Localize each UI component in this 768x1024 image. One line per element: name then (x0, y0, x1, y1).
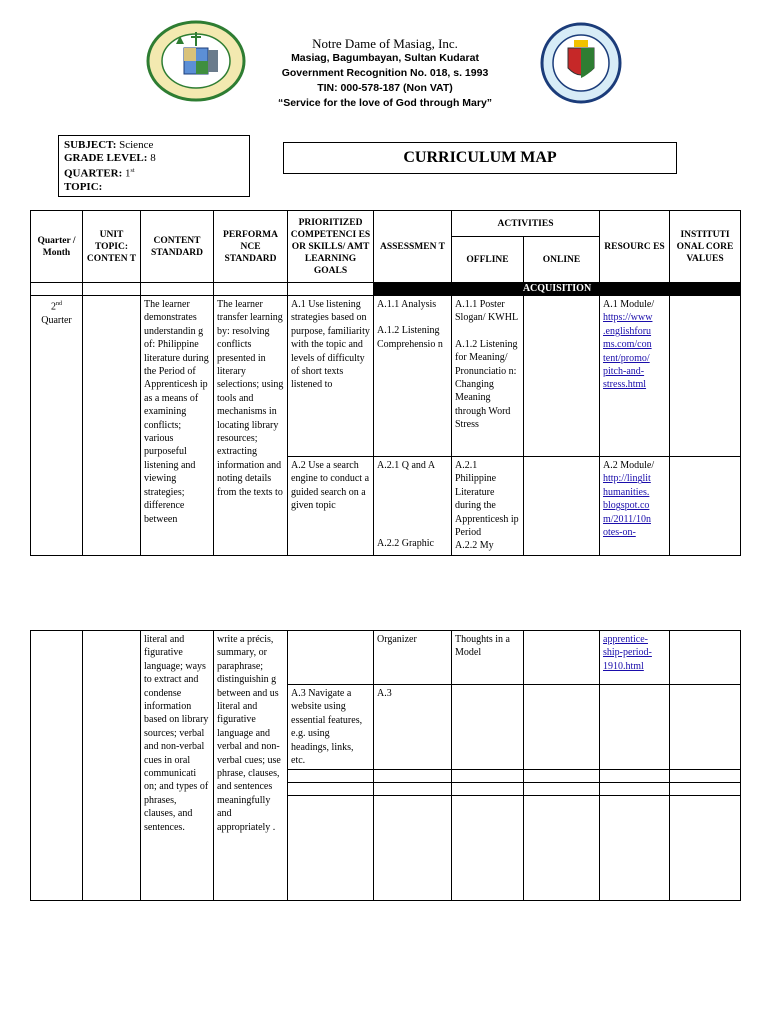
school-motto: “Service for the love of God through Mary” (277, 97, 493, 109)
archdiocese-seal-logo (538, 22, 624, 104)
col-header-assessment: ASSESSMEN T (374, 211, 452, 283)
assessment-a2: A.2.1 Q and A A.2.2 Graphic (374, 457, 452, 556)
resources-a1: A.1 Module/ https://www .englishforu ms.com/con tent/promo/ pitch-and- stress.html (600, 296, 670, 457)
curriculum-table-bottom (30, 630, 741, 901)
quarter-line: QUARTER: 1st (64, 167, 135, 180)
col-header-competencies: PRIORITIZED COMPETENCI ES OR SKILLS/ AMT LEARNING GOALS (288, 211, 374, 283)
school-name: Notre Dame of Masiag, Inc. (312, 36, 458, 51)
assessment-a1: A.1.1 Analysis A.1.2 Listening Comprehensio n (374, 296, 452, 457)
resource-link-cont[interactable]: apprentice- ship-period- 1910.html (603, 634, 652, 672)
unit-topic-cell-cont (83, 631, 141, 901)
online-a1 (524, 296, 600, 457)
performance-standard-cell: The learner transfer learning by: resolving conflicts presented in literary selections; using tools and mechanisms in locating library resources; extracting information and noting details from the texts to (214, 296, 288, 556)
competency-cont (288, 631, 374, 685)
offline-a2: A.2.1 Philippine Literature during the Apprenticesh ip Period A.2.2 My (452, 457, 524, 556)
core-values-a1 (670, 296, 741, 457)
col-header-core-values: INSTITUTI ONAL CORE VALUES (670, 211, 741, 283)
resource-link-a1[interactable]: https://www .englishforu ms.com/con tent/promo/ pitch-and- stress.html (603, 312, 653, 391)
competency-a3: A.3 Navigate a website using essential features, e.g. using headings, links, etc. (288, 685, 374, 770)
col-header-online: ONLINE (524, 237, 600, 283)
col-header-quarter: Quarter / Month (31, 211, 83, 283)
assessment-cont: Organizer (374, 631, 452, 685)
offline-cont: Thoughts in a Model (452, 631, 524, 685)
unit-topic-cell (83, 296, 141, 556)
content-standard-cell-cont: literal and figurative language; ways to extract and condense information based on library sources; verbal and non-verbal cues in oral communicati on; and types of phrases, clauses, and sentences. (141, 631, 214, 901)
col-header-resources: RESOURC ES (600, 211, 670, 283)
content-standard-cell: The learner demonstrates understandin g of: Philippine literature during the Period of Apprenticesh ip as a means of examining conflicts; various purposeful listening and viewing strategies; difference between (141, 296, 214, 556)
school-seal-logo (146, 20, 246, 102)
performance-standard-cell-cont: write a précis, summary, or paraphrase; distinguishin g between and us literal and figurative language and verbal and non-verbal cues; use phrase, clauses, and sentences meaningfully and appropriately . (214, 631, 288, 901)
col-header-activities: ACTIVITIES (452, 211, 600, 237)
competency-a1: A.1 Use listening strategies based on purpose, familiarity with the topic and levels of difficulty of short texts listened to (288, 296, 374, 457)
curriculum-table-top (30, 210, 741, 556)
col-header-offline: OFFLINE (452, 237, 524, 283)
core-values-cont (670, 631, 741, 685)
assessment-a3: A.3 (374, 685, 452, 770)
quarter-cell-cont (31, 631, 83, 901)
col-header-performance-standard: PERFORMA NCE STANDARD (214, 211, 288, 283)
subject-info-box (58, 135, 250, 197)
resources-a2: A.2 Module/ http://linglit humanities. blogspot.co m/2011/10n otes-on- (600, 457, 670, 556)
subject-line: SUBJECT: Science (64, 139, 154, 151)
competency-a2: A.2 Use a search engine to conduct a guided search on a given topic (288, 457, 374, 556)
school-address: Masiag, Bagumbayan, Sultan Kudarat (291, 52, 479, 64)
tin-number: TIN: 000-578-187 (Non VAT) (317, 82, 453, 94)
school-header (240, 36, 530, 111)
core-values-a2 (670, 457, 741, 556)
page-title: CURRICULUM MAP (283, 142, 677, 174)
government-recognition: Government Recognition No. 018, s. 1993 (281, 67, 489, 79)
quarter-cell: 2nd Quarter (31, 296, 83, 556)
col-header-unit-topic: UNIT TOPIC: CONTEN T (83, 211, 141, 283)
online-cont (524, 631, 600, 685)
offline-a1: A.1.1 Poster Slogan/ KWHL A.1.2 Listening for Meaning/ Pronunciatio n: Changing Meaning through Word Stress (452, 296, 524, 457)
grade-level-line: GRADE LEVEL: 8 (64, 152, 156, 164)
acquisition-bar: ACQUISITION (374, 283, 741, 296)
topic-line: TOPIC: (64, 180, 103, 193)
resource-link-a2[interactable]: http://linglit humanities. blogspot.co m/2011/10n otes-on- (603, 473, 651, 539)
online-a2 (524, 457, 600, 556)
col-header-content-standard: CONTENT STANDARD (141, 211, 214, 283)
resources-cont (600, 631, 670, 685)
